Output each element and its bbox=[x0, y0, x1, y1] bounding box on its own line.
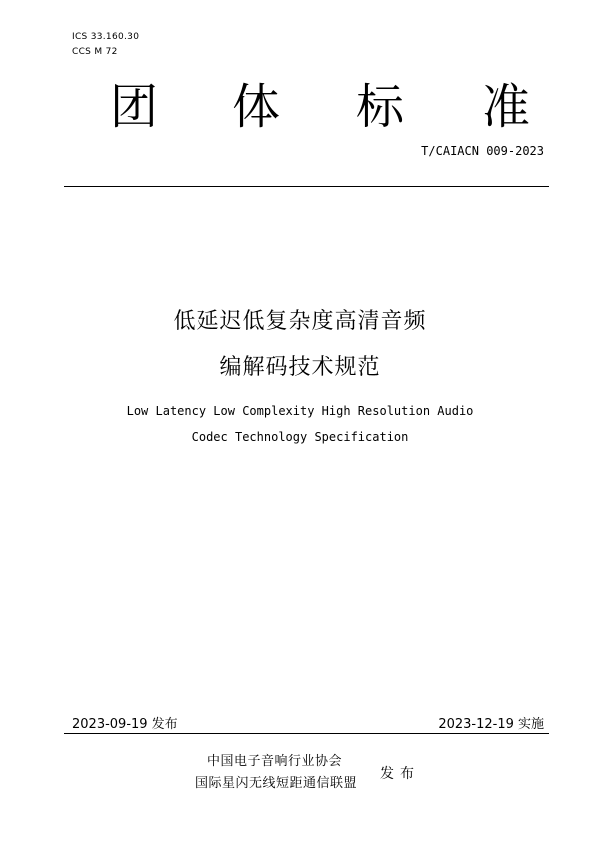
standard-type-heading bbox=[0, 78, 600, 138]
bottom-divider bbox=[64, 733, 549, 734]
title-cn-line2: 编解码技术规范 bbox=[219, 355, 381, 380]
publish-label: 发布 bbox=[380, 766, 420, 782]
classification-codes bbox=[72, 30, 139, 60]
title-en-line2: Codec Technology Specification bbox=[191, 430, 409, 444]
publish-date: 2023-09-19 发布 bbox=[72, 717, 178, 732]
top-divider bbox=[64, 186, 549, 187]
ics-code: ICS 33.160.30 bbox=[72, 32, 140, 42]
ccs-code: CCS M 72 bbox=[72, 47, 118, 57]
heading-char: 体 bbox=[232, 79, 281, 135]
heading-char: 团 bbox=[110, 79, 159, 135]
heading-char: 标 bbox=[356, 79, 405, 135]
publisher-org2: 国际星闪无线短距通信联盟 bbox=[195, 776, 358, 791]
title-en-line1: Low Latency Low Complexity High Resolution Audio bbox=[126, 404, 474, 418]
heading-char: 准 bbox=[482, 79, 531, 135]
title-cn-line1: 低延迟低复杂度高清音频 bbox=[173, 309, 427, 334]
standard-number: T/CAIACN 009-2023 bbox=[421, 144, 544, 158]
publisher-org1: 中国电子音响行业协会 bbox=[207, 754, 343, 769]
implement-date: 2023-12-19 实施 bbox=[438, 717, 544, 732]
